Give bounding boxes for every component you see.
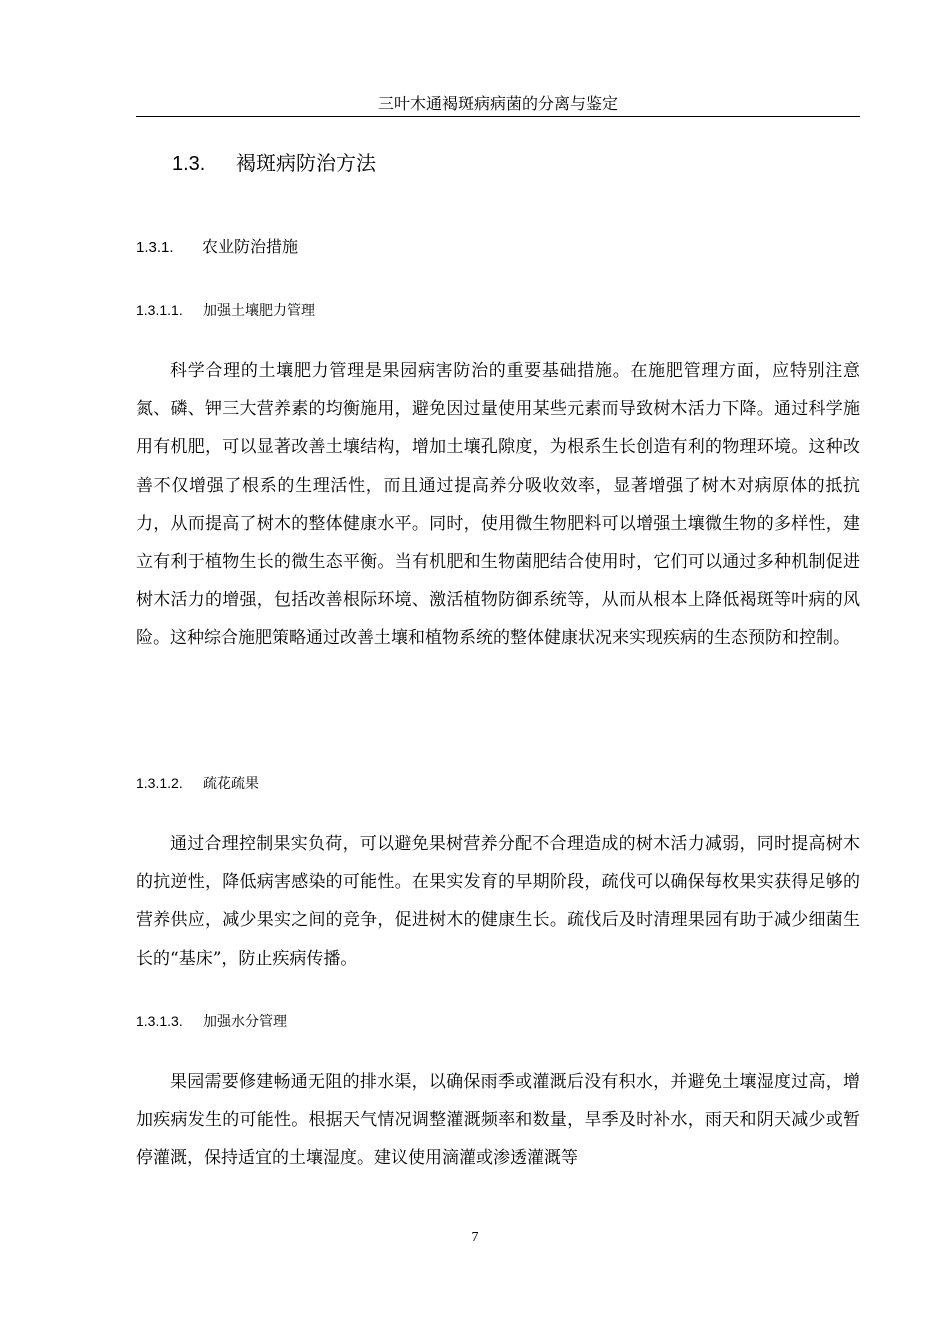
item-title: 加强水分管理 — [203, 1014, 287, 1030]
subsection-number: 1.3.1. — [136, 239, 174, 256]
subsection-title: 农业防治措施 — [202, 237, 299, 256]
section-title: 褐斑病防治方法 — [236, 151, 376, 175]
item-heading-thinning — [136, 772, 259, 795]
paragraph-water: 果园需要修建畅通无阻的排水渠，以确保雨季或灌溉后没有积水，并避免土壤湿度过高，增加疾病发生的可能性。根据天气情况调整灌溉频率和数量，旱季及时补水，雨天和阴天减少或暂停灌溉，保持适宜的土壤湿度。建议使用滴灌或渗透灌溉等 — [136, 1072, 860, 1169]
item-number: 1.3.1.3. — [136, 1013, 183, 1029]
item-number: 1.3.1.1. — [136, 302, 183, 318]
paragraph-soil-fertility: 科学合理的土壤肥力管理是果园病害防治的重要基础措施。在施肥管理方面，应特别注意氮、磷、钾三大营养素的均衡施用，避免因过量使用某些元素而导致树木活力下降。通过科学施用有机肥，可以显著改善土壤结构，增加土壤孔隙度，为根系生长创造有利的物理环境。这种改善不仅增强了根系的生理活性，而且通过提高养分吸收效率，显著增强了树木对病原体的抵抗力，从而提高了树木的整体健康水平。同时，使用微生物肥料可以增强土壤微生物的多样性，建立有利于植物生长的微生态平衡。当有机肥和生物菌肥结合使用时，它们可以通过多种机制促进树木活力的增强，包括改善根际环境、激活植物防御系统等，从而从根本上降低褐斑等叶病的风险。这种综合施肥策略通过改善土壤和植物系统的整体健康状况来实现疾病的生态预防和控制。 — [136, 361, 860, 649]
header-rule — [136, 116, 860, 117]
running-header: 三叶木通褐斑病病菌的分离与鉴定 — [377, 94, 618, 113]
item-heading-water — [136, 1010, 287, 1033]
section-heading — [172, 147, 376, 180]
section-number: 1.3. — [172, 153, 206, 175]
item-number: 1.3.1.2. — [136, 775, 183, 791]
paragraph-thinning: 通过合理控制果实负荷，可以避免果树营养分配不合理造成的树木活力减弱，同时提高树木的抗逆性，降低病害感染的可能性。在果实发育的早期阶段，疏伐可以确保每枚果实获得足够的营养供应，减少果实之间的竞争，促进树木的健康生长。疏伐后及时清理果园有助于减少细菌生长的“基床”，防止疾病传播。 — [136, 834, 860, 969]
item-title: 加强土壤肥力管理 — [203, 303, 315, 319]
subsection-heading — [136, 234, 298, 261]
item-heading-soil-fertility — [136, 299, 315, 322]
page-number: 7 — [471, 1230, 479, 1245]
item-title: 疏花疏果 — [203, 776, 259, 792]
